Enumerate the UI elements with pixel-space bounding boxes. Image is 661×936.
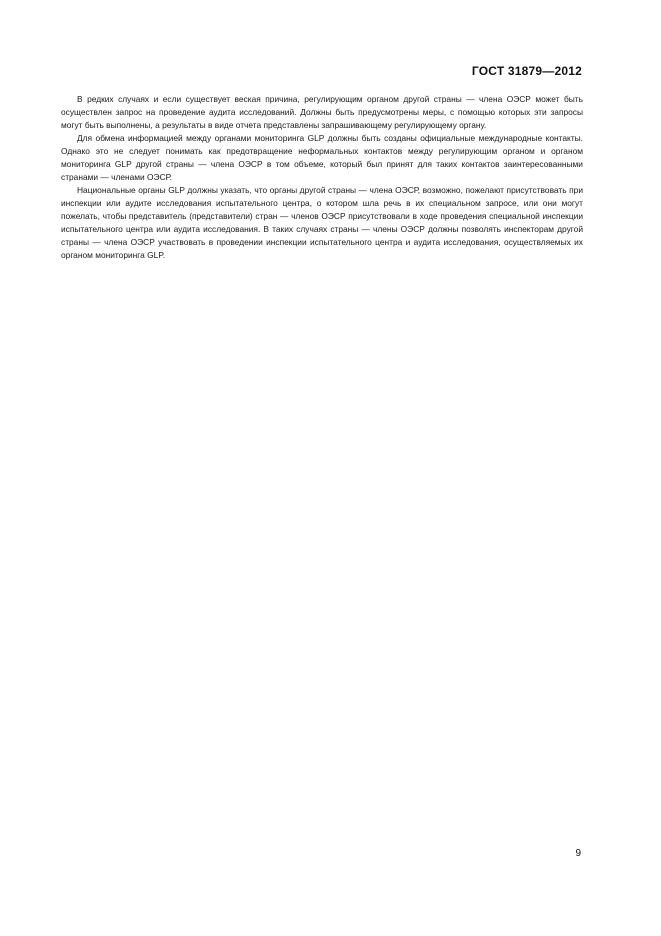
page-number: 9 bbox=[575, 848, 581, 859]
document-header-standard: ГОСТ 31879—2012 bbox=[471, 64, 582, 78]
document-body bbox=[61, 93, 583, 262]
paragraph-2: Для обмена информацией между органами мониторинга GLP должны быть созданы официальные международные контакты. Однако это не следует понимать как предотвращение неформальных контактов между регулирующим органом и органом мониторинга GLP другой страны — члена ОЭСР в том объеме, который был принят для таких контактов заинтересованными странами — членами ОЭСР. bbox=[61, 133, 583, 182]
paragraph-3: Национальные органы GLP должны указать, что органы другой страны — члена ОЭСР, возможно, пожелают присутствовать при инспекции или аудите исследования испытательного центра, о котором шла речь в их специальном запросе, или они могут пожелать, чтобы представитель (представители) стран — членов ОЭСР присутствовали в ходе проведения специальной инспекции испытательного центра или аудита исследования. В таких случаях страны — члены ОЭСР должны позволять инспекторам другой страны — члена ОЭСР участвовать в проведении инспекции испытательного центра и аудита исследования, осуществляемых их органом мониторинга GLP. bbox=[61, 185, 583, 260]
paragraph-1: В редких случаях и если существует веская причина, регулирующим органом другой страны — члена ОЭСР может быть осуществлен запрос на проведение аудита исследований. Должны быть предусмотрены меры, с помощью которых эти запросы могут быть выполнены, а результаты в виде отчета представлены запрашивающему регулирующему органу. bbox=[61, 94, 583, 130]
